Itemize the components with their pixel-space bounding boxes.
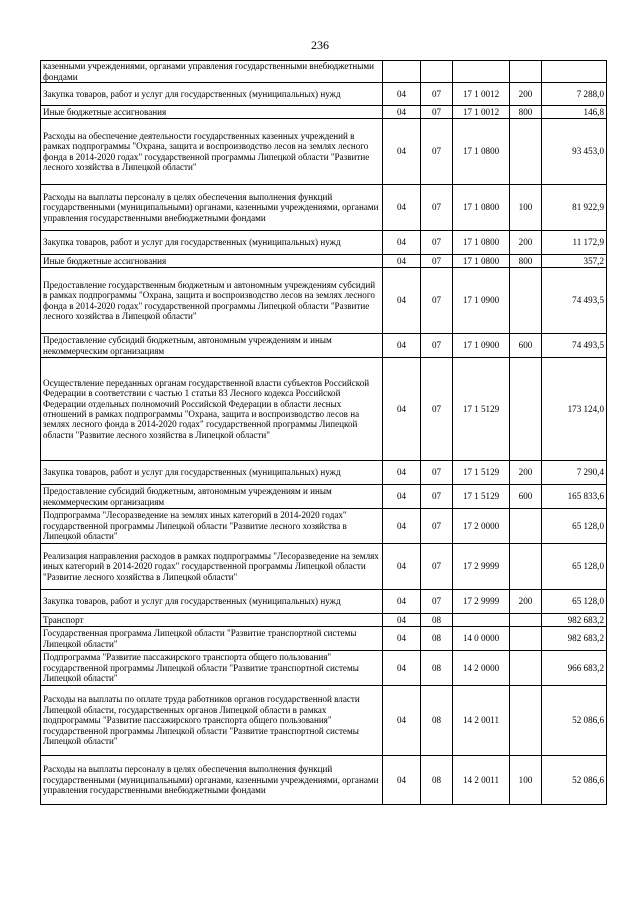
row-target-article-code: 17 2 9999 xyxy=(453,544,510,590)
row-subsection-code: 07 xyxy=(421,590,453,614)
row-amount: 52 086,6 xyxy=(542,686,607,756)
row-section-code: 04 xyxy=(383,185,421,231)
row-expense-type-code xyxy=(510,544,542,590)
row-amount: 173 124,0 xyxy=(542,358,607,461)
row-section-code: 04 xyxy=(383,268,421,334)
row-section-code: 04 xyxy=(383,590,421,614)
row-expense-type-code: 200 xyxy=(510,590,542,614)
row-section-code: 04 xyxy=(383,686,421,756)
row-amount: 7 288,0 xyxy=(542,83,607,106)
row-description: Государственная программа Липецкой области "Развитие транспортной системы Липецкой области" xyxy=(41,627,383,651)
budget-table-body xyxy=(41,61,607,805)
table-row xyxy=(41,119,607,185)
row-expense-type-code xyxy=(510,268,542,334)
table-row xyxy=(41,461,607,485)
row-expense-type-code xyxy=(510,651,542,686)
row-target-article-code xyxy=(453,614,510,627)
table-row xyxy=(41,686,607,756)
row-section-code: 04 xyxy=(383,119,421,185)
row-description: Реализация направления расходов в рамках подпрограммы "Лесоразведение на землях иных категорий в 2014-2020 годах" государственной программы Липецкой области "Развитие лесного хозяйства в Липецкой области" xyxy=(41,544,383,590)
row-target-article-code: 17 1 0900 xyxy=(453,268,510,334)
row-description: казенными учреждениями, органами управления государственными внебюджетными фондами xyxy=(41,61,383,83)
row-description: Расходы на выплаты персоналу в целях обеспечения выполнения функций государственными (муниципальными) органами, казенными учреждениями, органами управления государственными внебюджетными фондами xyxy=(41,185,383,231)
row-expense-type-code: 600 xyxy=(510,334,542,358)
row-target-article-code: 14 2 0011 xyxy=(453,686,510,756)
row-target-article-code: 14 0 0000 xyxy=(453,627,510,651)
row-subsection-code: 07 xyxy=(421,268,453,334)
row-subsection-code: 07 xyxy=(421,83,453,106)
row-amount: 74 493,5 xyxy=(542,334,607,358)
row-expense-type-code: 200 xyxy=(510,461,542,485)
row-amount: 7 290,4 xyxy=(542,461,607,485)
row-section-code: 04 xyxy=(383,83,421,106)
table-row xyxy=(41,106,607,119)
row-section-code: 04 xyxy=(383,756,421,805)
row-subsection-code xyxy=(421,61,453,83)
row-amount: 65 128,0 xyxy=(542,509,607,544)
row-section-code: 04 xyxy=(383,358,421,461)
row-subsection-code: 08 xyxy=(421,651,453,686)
row-subsection-code: 07 xyxy=(421,358,453,461)
row-description: Закупка товаров, работ и услуг для государственных (муниципальных) нужд xyxy=(41,83,383,106)
row-target-article-code: 17 1 5129 xyxy=(453,485,510,509)
row-subsection-code: 08 xyxy=(421,627,453,651)
row-amount: 93 453,0 xyxy=(542,119,607,185)
row-expense-type-code xyxy=(510,509,542,544)
row-amount: 966 683,2 xyxy=(542,651,607,686)
row-section-code: 04 xyxy=(383,485,421,509)
row-target-article-code: 17 2 0000 xyxy=(453,509,510,544)
row-amount: 65 128,0 xyxy=(542,590,607,614)
table-row xyxy=(41,185,607,231)
row-description: Иные бюджетные ассигнования xyxy=(41,106,383,119)
row-section-code: 04 xyxy=(383,255,421,268)
row-expense-type-code: 800 xyxy=(510,106,542,119)
row-description: Закупка товаров, работ и услуг для государственных (муниципальных) нужд xyxy=(41,590,383,614)
table-row xyxy=(41,614,607,627)
row-subsection-code: 08 xyxy=(421,686,453,756)
row-description: Закупка товаров, работ и услуг для государственных (муниципальных) нужд xyxy=(41,461,383,485)
row-amount: 982 683,2 xyxy=(542,627,607,651)
row-description: Расходы на выплаты по оплате труда работников органов государственной власти Липецкой области, государственных органов Липецкой области в рамках подпрограммы "Развитие пассажирского транспорта общего пользования" государственной программы Липецкой области "Развитие транспортной системы Липецкой области" xyxy=(41,686,383,756)
table-row xyxy=(41,231,607,255)
row-target-article-code: 17 1 0900 xyxy=(453,334,510,358)
row-amount xyxy=(542,61,607,83)
table-row xyxy=(41,756,607,805)
row-description: Осуществление переданных органам государственной власти субъектов Российской Федерации в соответствии с частью 1 статьи 83 Лесного кодекса Российской Федерации отдельных полномочий Российской Федерации в области лесных отношений в рамках подпрограммы "Охрана, защита и воспроизводство лесов на землях лесного фонда в 2014-2020 годах" государственной программы Липецкой области "Развитие лесного хозяйства в Липецкой области" xyxy=(41,358,383,461)
row-amount: 146,8 xyxy=(542,106,607,119)
table-row xyxy=(41,358,607,461)
row-amount: 65 128,0 xyxy=(542,544,607,590)
row-description: Предоставление государственным бюджетным и автономным учреждениям субсидий в рамках подпрограммы "Охрана, защита и воспроизводство лесов на землях лесного фонда в 2014-2020 годах" государственной программы Липецкой области "Развитие лесного хозяйства в Липецкой области" xyxy=(41,268,383,334)
row-expense-type-code: 100 xyxy=(510,185,542,231)
row-description: Подпрограмма "Лесоразведение на землях иных категорий в 2014-2020 годах" государственной программы Липецкой области "Развитие лесного хозяйства в Липецкой области" xyxy=(41,509,383,544)
table-row xyxy=(41,590,607,614)
row-amount: 52 086,6 xyxy=(542,756,607,805)
row-expense-type-code xyxy=(510,686,542,756)
row-description: Закупка товаров, работ и услуг для государственных (муниципальных) нужд xyxy=(41,231,383,255)
table-row xyxy=(41,61,607,83)
row-expense-type-code: 600 xyxy=(510,485,542,509)
table-row xyxy=(41,83,607,106)
row-amount: 357,2 xyxy=(542,255,607,268)
row-target-article-code xyxy=(453,61,510,83)
row-target-article-code: 17 1 0800 xyxy=(453,185,510,231)
row-description: Предоставление субсидий бюджетным, автономным учреждениям и иным некоммерческим организациям xyxy=(41,485,383,509)
row-expense-type-code xyxy=(510,627,542,651)
row-target-article-code: 17 1 0800 xyxy=(453,119,510,185)
row-amount: 81 922,9 xyxy=(542,185,607,231)
row-subsection-code: 08 xyxy=(421,614,453,627)
row-section-code: 04 xyxy=(383,231,421,255)
table-row xyxy=(41,651,607,686)
row-target-article-code: 17 1 0012 xyxy=(453,106,510,119)
row-target-article-code: 17 1 5129 xyxy=(453,358,510,461)
row-expense-type-code xyxy=(510,119,542,185)
table-row xyxy=(41,334,607,358)
row-description: Подпрограмма "Развитие пассажирского транспорта общего пользования" государственной программы Липецкой области "Развитие транспортной системы Липецкой области" xyxy=(41,651,383,686)
row-target-article-code: 14 2 0000 xyxy=(453,651,510,686)
row-subsection-code: 07 xyxy=(421,255,453,268)
row-target-article-code: 14 2 0011 xyxy=(453,756,510,805)
row-subsection-code: 07 xyxy=(421,185,453,231)
row-section-code: 04 xyxy=(383,106,421,119)
row-subsection-code: 07 xyxy=(421,544,453,590)
row-target-article-code: 17 2 9999 xyxy=(453,590,510,614)
row-subsection-code: 07 xyxy=(421,461,453,485)
row-subsection-code: 07 xyxy=(421,509,453,544)
row-expense-type-code: 100 xyxy=(510,756,542,805)
row-description: Иные бюджетные ассигнования xyxy=(41,255,383,268)
row-amount: 982 683,2 xyxy=(542,614,607,627)
row-expense-type-code: 800 xyxy=(510,255,542,268)
table-row xyxy=(41,255,607,268)
row-target-article-code: 17 1 5129 xyxy=(453,461,510,485)
row-subsection-code: 07 xyxy=(421,119,453,185)
row-amount: 165 833,6 xyxy=(542,485,607,509)
row-description: Расходы на выплаты персоналу в целях обеспечения выполнения функций государственными (муниципальными) органами, казенными учреждениями, органами управления государственными внебюджетными фондами xyxy=(41,756,383,805)
row-subsection-code: 07 xyxy=(421,106,453,119)
table-row xyxy=(41,509,607,544)
row-expense-type-code xyxy=(510,61,542,83)
row-amount: 74 493,5 xyxy=(542,268,607,334)
row-amount: 11 172,9 xyxy=(542,231,607,255)
row-expense-type-code: 200 xyxy=(510,83,542,106)
row-target-article-code: 17 1 0800 xyxy=(453,255,510,268)
row-section-code: 04 xyxy=(383,627,421,651)
row-section-code: 04 xyxy=(383,509,421,544)
row-expense-type-code xyxy=(510,614,542,627)
row-description: Расходы на обеспечение деятельности государственных казенных учреждений в рамках подпрограммы "Охрана, защита и воспроизводство лесов на землях лесного фонда в 2014-2020 годах" государственной программы Липецкой области "Развитие лесного хозяйства в Липецкой области" xyxy=(41,119,383,185)
page-number: 236 xyxy=(311,38,329,52)
table-row xyxy=(41,627,607,651)
table-row xyxy=(41,268,607,334)
row-subsection-code: 07 xyxy=(421,231,453,255)
row-description: Транспорт xyxy=(41,614,383,627)
budget-table xyxy=(40,60,607,805)
table-row xyxy=(41,485,607,509)
row-target-article-code: 17 1 0800 xyxy=(453,231,510,255)
row-subsection-code: 07 xyxy=(421,485,453,509)
row-expense-type-code xyxy=(510,358,542,461)
row-section-code: 04 xyxy=(383,334,421,358)
row-subsection-code: 08 xyxy=(421,756,453,805)
row-expense-type-code: 200 xyxy=(510,231,542,255)
row-section-code: 04 xyxy=(383,614,421,627)
row-section-code: 04 xyxy=(383,544,421,590)
row-subsection-code: 07 xyxy=(421,334,453,358)
row-section-code: 04 xyxy=(383,461,421,485)
row-target-article-code: 17 1 0012 xyxy=(453,83,510,106)
row-description: Предоставление субсидий бюджетным, автономным учреждениям и иным некоммерческим организациям xyxy=(41,334,383,358)
row-section-code xyxy=(383,61,421,83)
table-row xyxy=(41,544,607,590)
row-section-code: 04 xyxy=(383,651,421,686)
